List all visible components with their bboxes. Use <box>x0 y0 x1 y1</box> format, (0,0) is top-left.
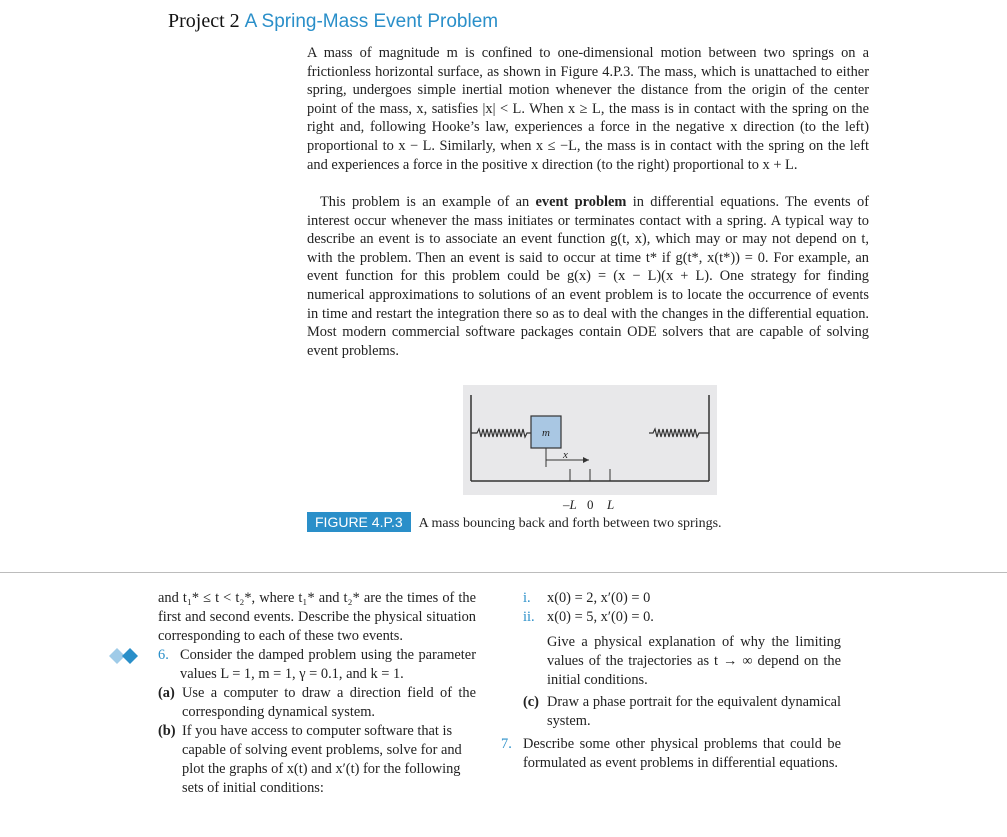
problem-7-text: Describe some other physical problems that could be formulated as event problems in differential equations. <box>523 736 841 771</box>
part-c-text: Draw a phase portrait for the equivalent dynamical system. <box>547 694 841 729</box>
condition-ii-text: x(0) = 5, x′(0) = 0. <box>547 609 654 625</box>
problem-7-number: 7. <box>501 736 512 752</box>
problem-6-number: 6. <box>158 647 169 663</box>
initial-condition-i <box>523 589 841 608</box>
left-column <box>158 589 476 798</box>
intro-p2-end: in differential equations. The events of interest occur whenever the mass initiates or terminates contact with a spring. A typical way to describe an event is to associate an event function g(t, x), which may or may not depend on t, with the problem. Then an event is said to occur at time t* if g(t*, x(t*)) = 0. For example, an event function for this problem could be g(x) = (x − L)(x + L). One strategy for finding numerical approximations to solutions of an event problem is to locate the occurrence of events in time and restart the integration there so as to deal with the changes in the differential equation. Most modern commercial software packages contain ODE solvers that are capable of solving event problems. <box>307 194 869 359</box>
caption-text: A mass bouncing back and forth between two springs. <box>418 516 722 531</box>
x-label: x <box>563 449 568 461</box>
problem-6-text: Consider the damped problem using the parameter values L = 1, m = 1, γ = 0.1, and k = 1. <box>180 647 476 682</box>
section-divider <box>0 572 1007 573</box>
project-label: Project 2 <box>168 10 240 32</box>
part-a-text: Use a computer to draw a direction field of the corresponding dynamical system. <box>182 685 476 720</box>
figure-tag: FIGURE 4.P.3 <box>307 512 411 532</box>
left-spring <box>471 429 531 437</box>
part-b-label: (b) <box>158 723 176 739</box>
intro-paragraph-2 <box>307 193 869 360</box>
problem-6 <box>158 646 476 684</box>
figure-caption <box>307 512 722 532</box>
project-name: A Spring-Mass Event Problem <box>244 11 499 32</box>
explanation-text: Give a physical explanation of why the limiting values of the trajectories as t → ∞ depend on the initial conditions. <box>547 634 841 688</box>
spring-mass-figure <box>463 385 717 495</box>
project-title <box>168 10 498 33</box>
right-column <box>501 589 841 773</box>
tick-label-L: L <box>607 497 615 512</box>
problem-6c <box>523 693 841 731</box>
initial-condition-ii <box>523 608 841 627</box>
x-arrow-head <box>583 457 589 463</box>
part-c-label: (c) <box>523 694 539 710</box>
tick-label-zero: 0 <box>587 497 594 512</box>
part-b-text: If you have access to computer software that is capable of solving event problems, solve for and plot the graphs of x(t) and x′(t) for the following sets of initial conditions: <box>182 723 462 796</box>
problem-6b <box>158 722 476 798</box>
spring-mass-diagram <box>463 385 717 495</box>
condition-i-label: i. <box>523 590 531 606</box>
condition-ii-label: ii. <box>523 609 535 625</box>
continuation-text: and t₁* ≤ t < t₂*, where t₁* and t₂* are the times of the first and second events. Describe the physical situation corresponding to each of these two events. <box>158 590 476 644</box>
problem-7 <box>501 735 841 773</box>
mass-label: m <box>542 427 550 439</box>
problem-6a <box>158 684 476 722</box>
intro-paragraph-1: A mass of magnitude m is confined to one-dimensional motion between two springs on a frictionless horizontal surface, as shown in Figure 4.P.3. The mass, which is unattached to either spring, undergoes simple inertial motion whenever the distance from the origin of the center point of the mass, x, satisfies |x| < L. When x ≥ L, the mass is in contact with the spring on the right and, following Hooke’s law, experiences a force in the negative x direction (to the left) proportional to x − L. Similarly, when x ≤ −L, the mass is in contact with the spring on the left and experiences a force in the positive x direction (to the right) proportional to x + L. <box>307 45 869 173</box>
event-problem-term: event problem <box>535 194 627 210</box>
right-spring <box>649 429 709 437</box>
intro-p2-start: This problem is an example of an <box>320 194 536 210</box>
part-a-label: (a) <box>158 685 175 701</box>
condition-i-text: x(0) = 2, x′(0) = 0 <box>547 590 651 606</box>
diamond-icon <box>108 647 142 665</box>
tick-label-neg-L: –L <box>563 497 577 512</box>
